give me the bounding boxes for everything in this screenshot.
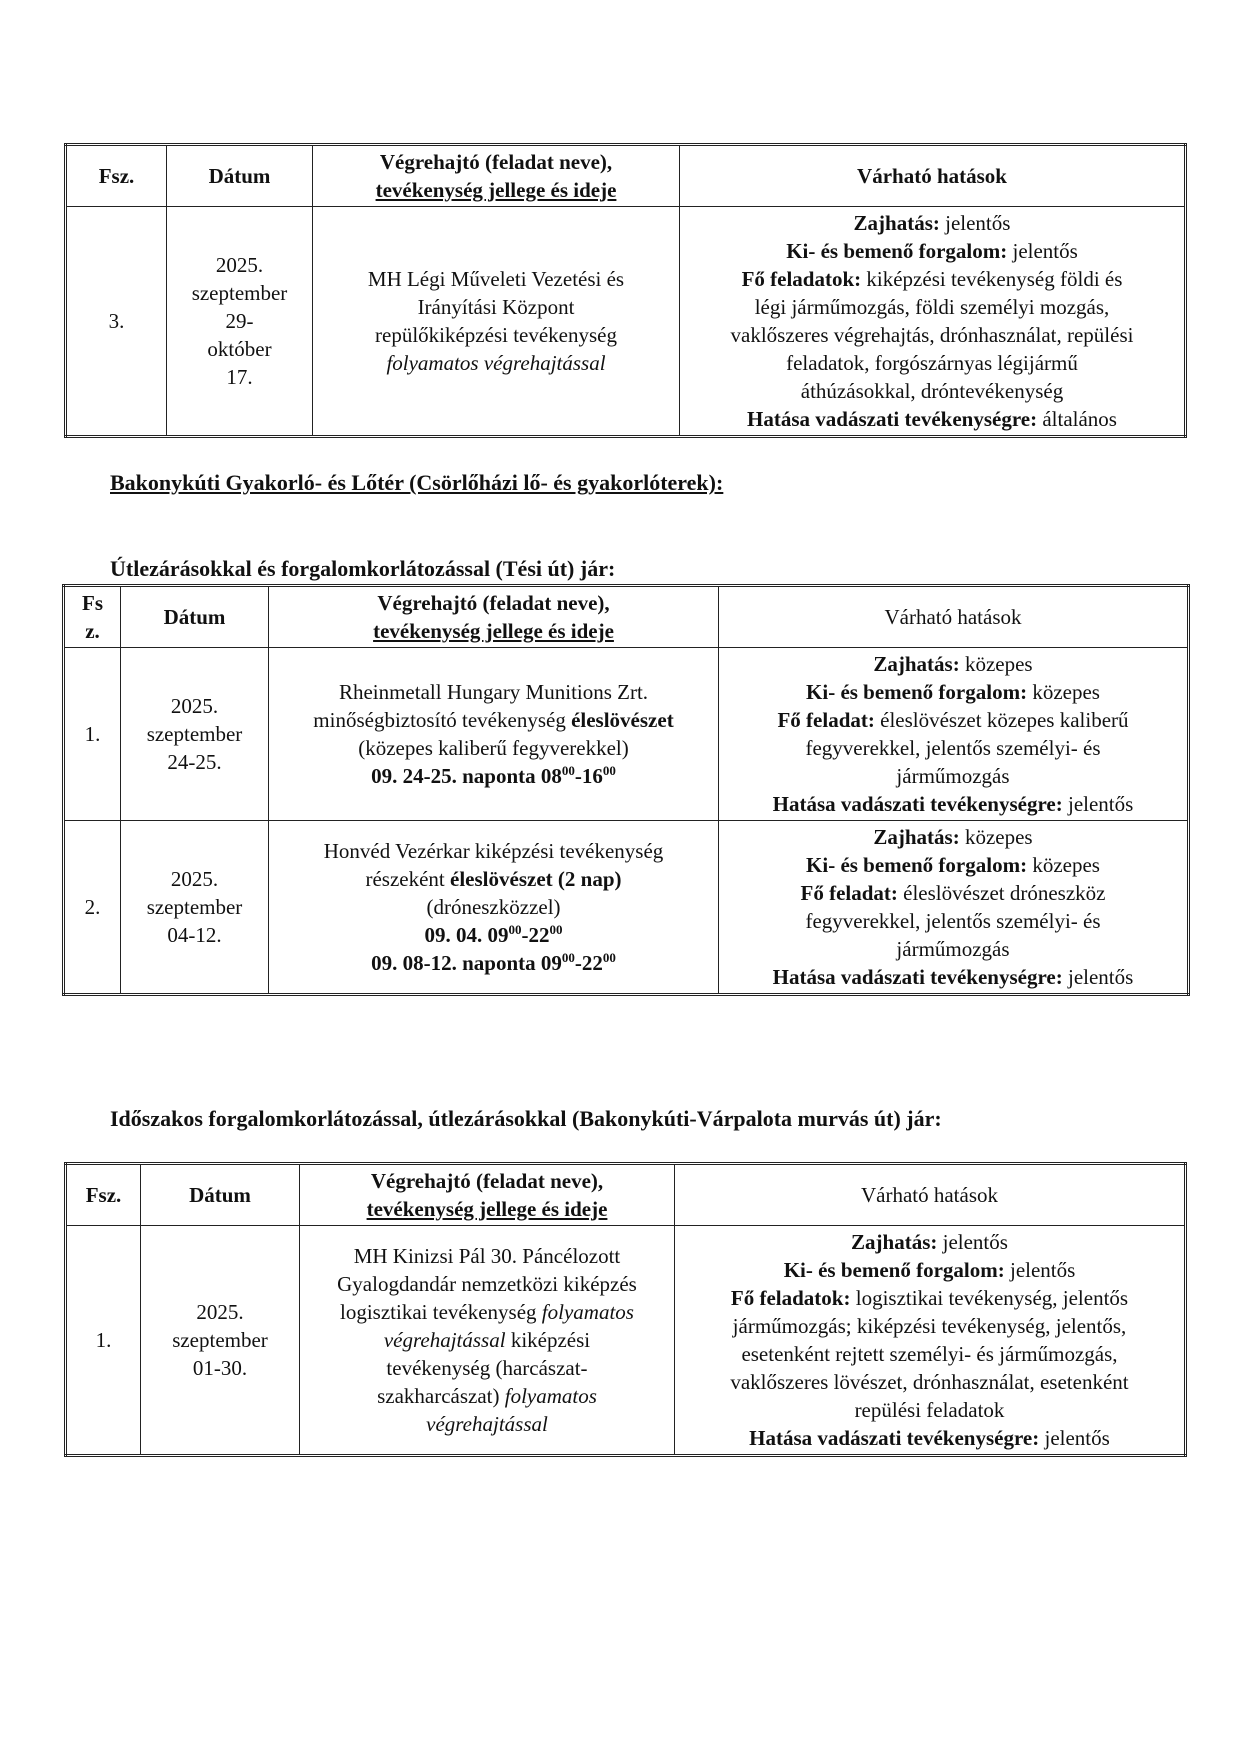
effect-hunting: Hatása vadászati tevékenységre: általános	[747, 407, 1117, 431]
executor-line: (közepes kaliberű fegyverekkel)	[358, 736, 629, 760]
table-row	[66, 207, 1186, 437]
table-header-row	[66, 1164, 1186, 1226]
col-header-vegrehajto	[313, 145, 680, 207]
effect-noise: Zajhatás: közepes	[873, 652, 1033, 676]
date-line: szeptember	[191, 281, 288, 305]
effect-traffic: Ki- és bemenő forgalom: közepes	[806, 680, 1100, 704]
date-line: 2025.	[196, 1300, 244, 1324]
col-header-datum: Dátum	[121, 586, 269, 648]
executor-line: (dróneszközzel)	[426, 895, 561, 919]
effect-noise: Zajhatás: közepes	[873, 825, 1033, 849]
date-line: 24-25.	[167, 750, 222, 774]
effect-noise: Zajhatás: jelentős	[853, 211, 1011, 235]
cell-effects	[680, 207, 1186, 437]
effect-task-line: fegyverekkel, jelentős személyi- és	[805, 909, 1101, 933]
header-line: Fs	[82, 591, 103, 615]
date-line: szeptember	[146, 722, 243, 746]
executor-line: részeként éleslövészet (2 nap)	[365, 867, 622, 891]
effect-task-line: járműmozgás; kiképzési tevékenység, jelentős,	[732, 1314, 1127, 1338]
date-line: szeptember	[146, 895, 243, 919]
effect-task-line: járműmozgás	[896, 764, 1010, 788]
col-header-hatasok: Várható hatások	[719, 586, 1189, 648]
cell-date	[121, 821, 269, 995]
executor-line: repülőkiképzési tevékenység	[375, 323, 617, 347]
executor-italic: végrehajtással	[426, 1412, 548, 1436]
date-line: október	[207, 337, 272, 361]
header-line: Végrehajtó (feladat neve),	[379, 150, 613, 174]
date-line: 01-30.	[192, 1356, 248, 1380]
effect-traffic: Ki- és bemenő forgalom: közepes	[806, 853, 1100, 877]
header-line: z.	[85, 619, 100, 643]
cell-effects	[675, 1226, 1186, 1456]
table-row	[64, 821, 1189, 995]
effect-noise: Zajhatás: jelentős	[851, 1230, 1008, 1254]
executor-line: MH Kinizsi Pál 30. Páncélozott	[353, 1244, 621, 1268]
date-line: 2025.	[170, 867, 219, 891]
table3-heading: Időszakos forgalomkorlátozással, útlezárásokkal (Bakonykúti-Várpalota murvás út) jár:	[110, 1106, 942, 1131]
cell-date	[167, 207, 313, 437]
effect-traffic: Ki- és bemenő forgalom: jelentős	[783, 1258, 1076, 1282]
cell-executor	[300, 1226, 675, 1456]
cell-executor	[313, 207, 680, 437]
cell-effects	[719, 821, 1189, 995]
header-line: tevékenység jellege és ideje	[366, 1197, 608, 1221]
effect-task-line: fegyverekkel, jelentős személyi- és	[805, 736, 1101, 760]
executor-time: 09. 04. $09^{00}-22^{00}$	[424, 922, 563, 947]
effect-task-line: vaklőszeres lövészet, drónhasználat, esetenként	[730, 1370, 1129, 1394]
date-line: 2025.	[215, 253, 264, 277]
activity-table-1	[64, 143, 1187, 438]
effect-task-line: légi járműmozgás, földi személyi mozgás,	[754, 295, 1110, 319]
table-row	[66, 1226, 1186, 1456]
col-header-fsz	[64, 586, 121, 648]
date-line: 29-	[225, 309, 254, 333]
col-header-datum: Dátum	[141, 1164, 300, 1226]
cell-fsz: 3.	[66, 207, 167, 437]
header-line: Végrehajtó (feladat neve),	[370, 1169, 604, 1193]
effect-task-line: járműmozgás	[896, 937, 1010, 961]
effect-traffic: Ki- és bemenő forgalom: jelentős	[786, 239, 1078, 263]
date-line: 17.	[226, 365, 253, 389]
header-line: tevékenység jellege és ideje	[373, 619, 614, 643]
executor-line: Gyalogdandár nemzetközi kiképzés	[337, 1272, 637, 1296]
executor-line: minőségbiztosító tevékenység éleslövészet	[313, 708, 674, 732]
effect-task-line: áthúzásokkal, dróntevékenység	[800, 379, 1064, 403]
header-line: Végrehajtó (feladat neve),	[377, 591, 610, 615]
section-title: Bakonykúti Gyakorló- és Lőtér (Csörlőházi lő- és gyakorlóterek):	[110, 470, 724, 495]
header-line: tevékenység jellege és ideje	[375, 178, 617, 202]
col-header-vegrehajto	[269, 586, 719, 648]
cell-executor	[269, 648, 719, 821]
table-row	[64, 648, 1189, 821]
executor-line: Honvéd Vezérkar kiképzési tevékenység	[323, 839, 664, 863]
col-header-datum: Dátum	[167, 145, 313, 207]
table-header-row	[64, 586, 1189, 648]
effect-task: Fő feladatok: logisztikai tevékenység, jelentős	[730, 1286, 1129, 1310]
effect-task: Fő feladat: éleslövészet közepes kaliberű	[777, 708, 1129, 732]
effect-hunting: Hatása vadászati tevékenységre: jelentős	[772, 792, 1134, 816]
col-header-fsz: Fsz.	[66, 1164, 141, 1226]
cell-date	[121, 648, 269, 821]
executor-italic: folyamatos végrehajtással	[386, 351, 606, 375]
activity-table-2	[62, 584, 1190, 996]
table2-heading: Útlezárásokkal és forgalomkorlátozással (Tési út) jár:	[110, 556, 616, 581]
cell-effects	[719, 648, 1189, 821]
col-header-hatasok: Várható hatások	[680, 145, 1186, 207]
date-line: 04-12.	[167, 923, 222, 947]
cell-fsz: 1.	[66, 1226, 141, 1456]
table-header-row	[66, 145, 1186, 207]
executor-line: tevékenység (harcászat-	[386, 1356, 588, 1380]
executor-line: MH Légi Műveleti Vezetési és	[367, 267, 625, 291]
cell-executor	[269, 821, 719, 995]
effect-hunting: Hatása vadászati tevékenységre: jelentős	[772, 965, 1134, 989]
executor-line: szakharcászat) folyamatos	[377, 1384, 597, 1408]
effect-task: Fő feladat: éleslövészet dróneszköz	[800, 881, 1106, 905]
effect-task-line: repülési feladatok	[854, 1398, 1005, 1422]
col-header-vegrehajto	[300, 1164, 675, 1226]
activity-table-3	[64, 1162, 1187, 1457]
effect-task: Fő feladatok: kiképzési tevékenység földi és	[741, 267, 1123, 291]
executor-time: 09. 08-12. naponta $09^{00}-22^{00}$	[371, 950, 616, 975]
executor-line: logisztikai tevékenység folyamatos	[340, 1300, 634, 1324]
cell-date	[141, 1226, 300, 1456]
effect-task-line: feladatok, forgószárnyas légijármű	[786, 351, 1078, 375]
date-line: szeptember	[172, 1328, 268, 1352]
executor-line: Rheinmetall Hungary Munitions Zrt.	[338, 680, 649, 704]
cell-fsz: 2.	[64, 821, 121, 995]
col-header-hatasok: Várható hatások	[675, 1164, 1186, 1226]
effect-hunting: Hatása vadászati tevékenységre: jelentős	[749, 1426, 1110, 1450]
col-header-fsz: Fsz.	[66, 145, 167, 207]
executor-line: Irányítási Központ	[417, 295, 575, 319]
cell-fsz: 1.	[64, 648, 121, 821]
executor-line: végrehajtással kiképzési	[383, 1328, 591, 1352]
executor-time: 09. 24-25. naponta $08^{00}-16^{00}$	[371, 763, 616, 788]
date-line: 2025.	[170, 694, 219, 718]
effect-task-line: vaklőszeres végrehajtás, drónhasználat, repülési	[730, 323, 1134, 347]
effect-task-line: esetenként rejtett személyi- és járműmozgás,	[741, 1342, 1118, 1366]
